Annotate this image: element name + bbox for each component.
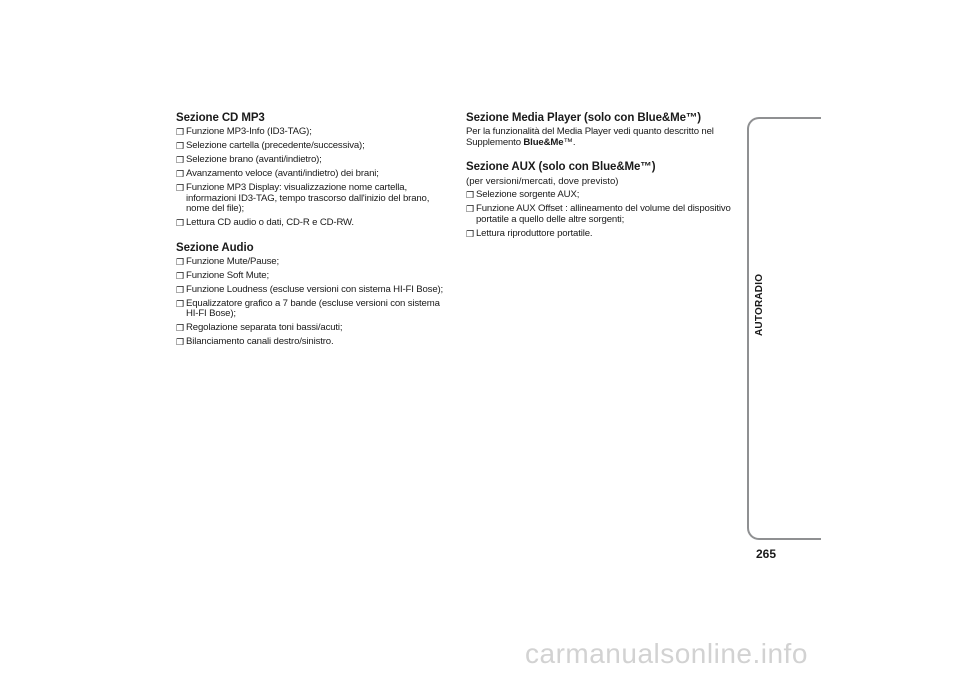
checkbox-bullet-icon: ❒ bbox=[176, 127, 184, 137]
checkbox-bullet-icon: ❒ bbox=[176, 256, 184, 267]
page-number: 265 bbox=[756, 547, 777, 561]
list-item: ❒ Lettura riproduttore portatile. bbox=[466, 227, 593, 239]
checkbox-bullet-icon: ❒ bbox=[176, 169, 184, 179]
checkbox-bullet-icon: ❒ bbox=[176, 218, 184, 228]
checkbox-bullet-icon: ❒ bbox=[466, 190, 474, 200]
section-title-cd-mp3: Sezione CD MP3 bbox=[176, 112, 265, 124]
list-item: ❒ Funzione Soft Mute; bbox=[176, 269, 270, 281]
checkbox-bullet-icon: ❒ bbox=[176, 284, 184, 295]
watermark: carmanualsonline.info bbox=[525, 638, 808, 669]
checkbox-bullet-icon: ❒ bbox=[176, 155, 184, 165]
section-title-audio: Sezione Audio bbox=[176, 241, 254, 254]
section-title-aux: Sezione AUX (solo con Blue&Me™) bbox=[466, 161, 656, 173]
audio-list bbox=[176, 257, 446, 348]
checkbox-bullet-icon: ❒ bbox=[466, 204, 474, 214]
side-tab-label: AUTORADIO bbox=[754, 273, 765, 336]
checkbox-bullet-icon: ❒ bbox=[176, 270, 184, 281]
list-item: ❒ Selezione cartella (precedente/successiva); bbox=[176, 140, 365, 151]
list-item: ❒ Lettura CD audio o dati, CD-R e CD-RW. bbox=[176, 217, 354, 228]
list-item: ❒ Funzione MP3 Display: visualizzazione nome cartella, informazioni ID3-TAG, tempo trascorso dall'inizio del brano, nome del file); bbox=[176, 182, 430, 214]
list-item: ❒ Avanzamento veloce (avanti/indietro) dei brani; bbox=[176, 168, 379, 179]
list-item: ❒ Equalizzatore grafico a 7 bande (escluse versioni con sistema HI-FI Bose); bbox=[176, 297, 440, 319]
list-item: ❒ Funzione Loudness (escluse versioni con sistema HI-FI Bose); bbox=[176, 283, 444, 295]
list-item: ❒ Selezione sorgente AUX; bbox=[466, 189, 580, 200]
checkbox-bullet-icon: ❒ bbox=[176, 337, 184, 347]
media-player-paragraph: Per la funzionalità del Media Player vedi quanto descritto nel Supplemento Blue&Me™. bbox=[466, 126, 714, 148]
checkbox-bullet-icon: ❒ bbox=[176, 141, 184, 151]
left-column bbox=[176, 112, 446, 351]
list-item: ❒ Funzione MP3-Info (ID3-TAG); bbox=[176, 126, 312, 137]
list-item: ❒ Regolazione separata toni bassi/acuti; bbox=[176, 322, 343, 333]
aux-subtitle: (per versioni/mercati, dove previsto) bbox=[466, 176, 619, 187]
list-item: ❒ Funzione Mute/Pause; bbox=[176, 255, 279, 267]
list-item: ❒ Funzione AUX Offset : allineamento del volume del dispositivo portatile a quello delle altre sorgenti; bbox=[466, 203, 731, 225]
checkbox-bullet-icon: ❒ bbox=[176, 323, 184, 333]
right-column bbox=[466, 112, 738, 243]
section-title-media-player: Sezione Media Player (solo con Blue&Me™) bbox=[466, 112, 701, 124]
cd-mp3-list bbox=[176, 127, 446, 229]
checkbox-bullet-icon: ❒ bbox=[176, 183, 184, 193]
list-item: ❒ Selezione brano (avanti/indietro); bbox=[176, 154, 322, 165]
checkbox-bullet-icon: ❒ bbox=[466, 228, 474, 239]
checkbox-bullet-icon: ❒ bbox=[176, 298, 184, 309]
list-item: ❒ Bilanciamento canali destro/sinistro. bbox=[176, 336, 334, 347]
aux-list bbox=[466, 190, 738, 239]
